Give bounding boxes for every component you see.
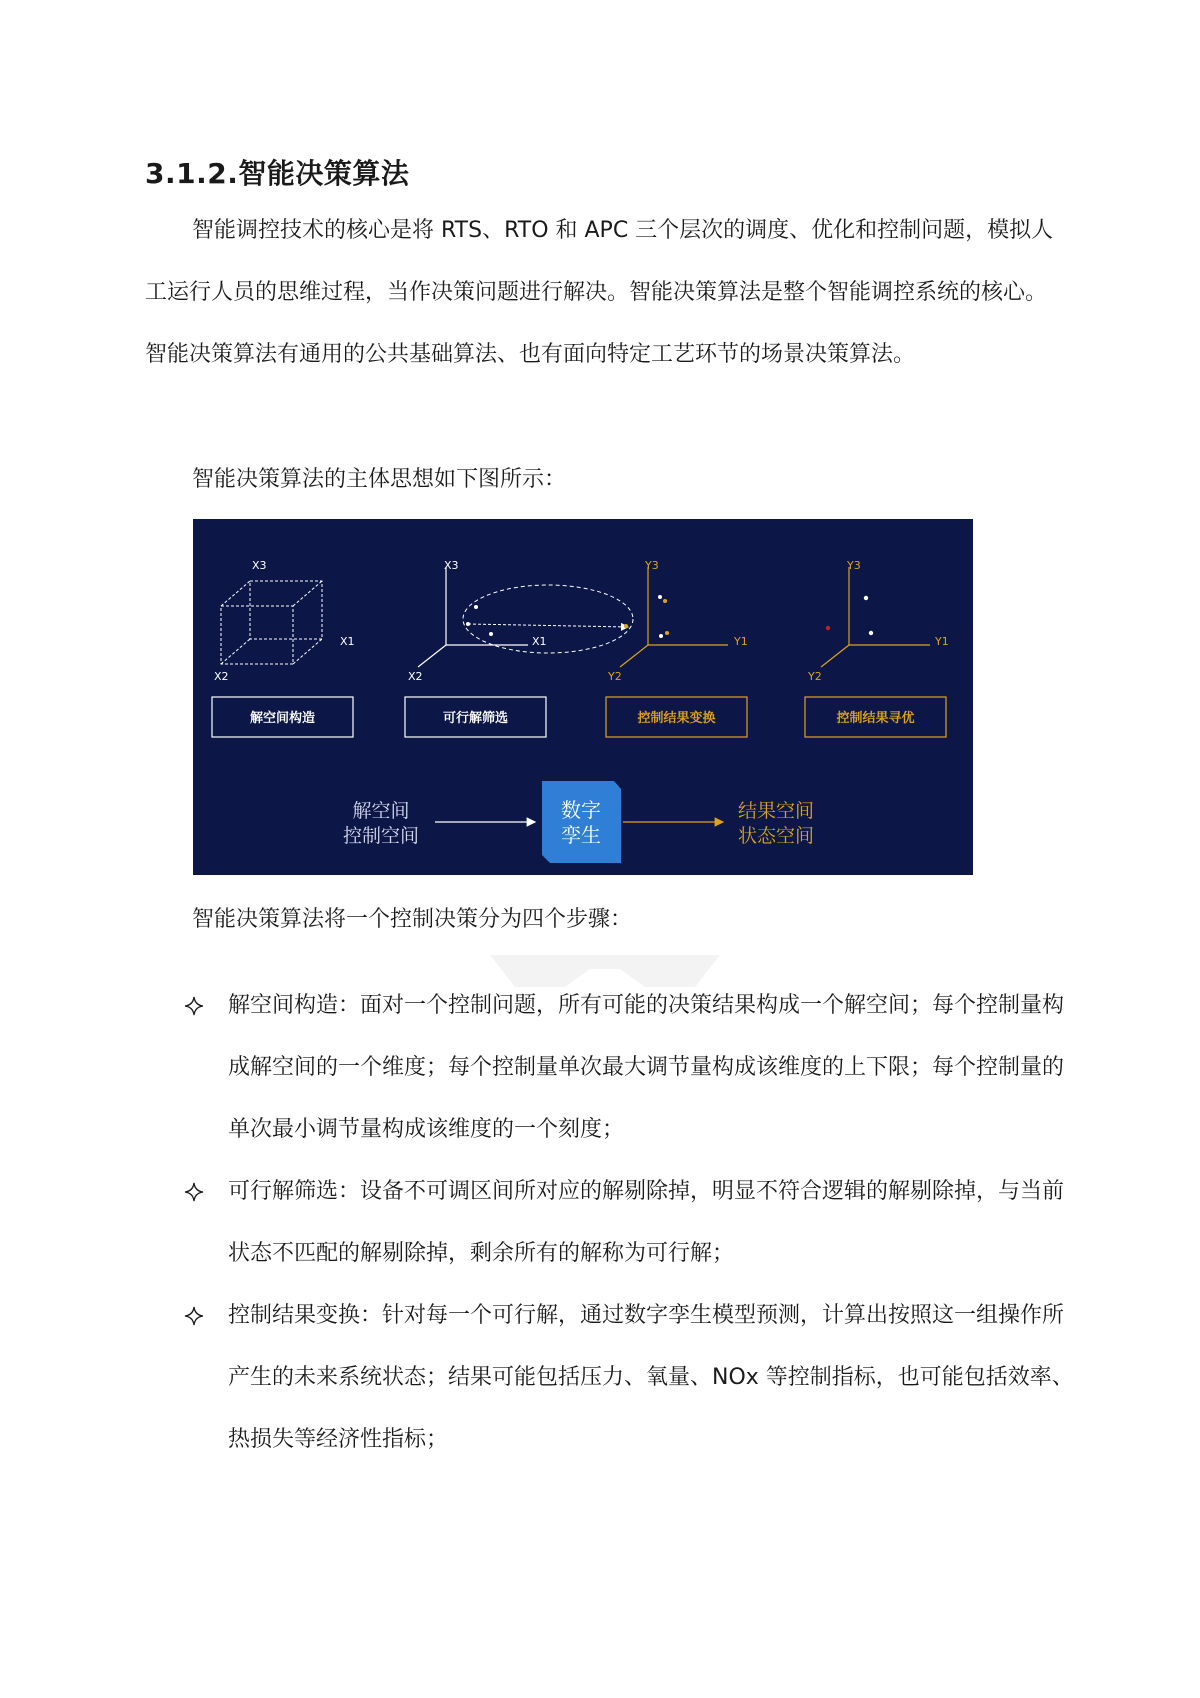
digital-twin-line1: 数字 xyxy=(561,798,601,822)
intro-paragraph: 智能调控技术的核心是将 RTS、RTO 和 APC 三个层次的调度、优化和控制问题，模拟人工运行人员的思维过程，当作决策问题进行解决。智能决策算法是整个智能调控系统的核心。智能决策算法有通用的公共基础算法、也有面向特定工艺环节的场景决策算法。 xyxy=(145,218,1054,367)
panel1-axis-x3: X3 xyxy=(252,559,267,572)
step-text: 可行解筛选：设备不可调区间所对应的解剔除掉，明显不符合逻辑的解剔除掉，与当前状态不匹配的解剔除掉，剩余所有的解称为可行解； xyxy=(228,1179,1065,1266)
digital-twin-box xyxy=(542,781,621,863)
result-point xyxy=(665,631,669,635)
optimal-point xyxy=(869,631,873,635)
result-point xyxy=(624,624,628,628)
step-label-result-transform: 控制结果变换 xyxy=(637,711,716,726)
flow-input-line2: 控制空间 xyxy=(342,825,420,847)
panel3-axis-y3: Y3 xyxy=(645,559,659,572)
panel4-axis-y1: Y1 xyxy=(935,635,949,648)
steps-intro: 智能决策算法将一个控制决策分为四个步骤： xyxy=(192,907,633,932)
digital-twin-line2: 孪生 xyxy=(561,823,601,847)
panel1-axis-x1: X1 xyxy=(340,635,355,648)
result-point xyxy=(663,599,667,603)
result-optimization-axes xyxy=(821,567,930,667)
step-text: 解空间构造：面对一个控制问题，所有可能的决策结果构成一个解空间；每个控制量构成解空间的一个维度；每个控制量单次最大调节量构成该维度的上下限；每个控制量的单次最小调节量构成该维度的一个刻度； xyxy=(228,993,1065,1142)
section-title: 智能决策算法 xyxy=(238,157,410,190)
panel1-axis-x2: X2 xyxy=(214,670,229,683)
decision-algorithm-diagram xyxy=(193,519,973,875)
panel4-axis-y3: Y3 xyxy=(847,559,861,572)
list-item xyxy=(180,975,1080,1161)
section-number: 3.1.2. xyxy=(145,157,239,190)
figure-intro: 智能决策算法的主体思想如下图所示： xyxy=(192,467,567,492)
optimal-point-highlight xyxy=(826,626,830,630)
feasible-point xyxy=(489,632,493,636)
result-transform-axes xyxy=(620,567,728,667)
panel3-axis-y1: Y1 xyxy=(734,635,748,648)
steps-list xyxy=(180,975,1080,1471)
panel4-axis-y2: Y2 xyxy=(808,670,822,683)
list-item xyxy=(180,1285,1080,1471)
feasible-point xyxy=(474,605,478,609)
step-label-solution-space: 解空间构造 xyxy=(249,711,316,726)
solution-space-cube-diagram xyxy=(221,581,322,664)
optimal-point xyxy=(864,596,868,600)
panel2-axis-x1: X1 xyxy=(532,635,547,648)
mapping-ellipse xyxy=(463,585,633,653)
section-heading xyxy=(145,152,409,192)
flow-output-line1: 结果空间 xyxy=(737,800,815,822)
panel3-axis-y2: Y2 xyxy=(608,670,622,683)
feasible-point xyxy=(466,622,470,626)
flow-output-line2: 状态空间 xyxy=(737,825,815,847)
panel2-axis-x2: X2 xyxy=(408,670,423,683)
result-point xyxy=(658,595,662,599)
flow-input-line1: 解空间 xyxy=(352,800,410,822)
result-point xyxy=(659,634,663,638)
step-label-result-optimization: 控制结果寻优 xyxy=(836,711,915,726)
panel2-axis-x3: X3 xyxy=(444,559,459,572)
list-item xyxy=(180,1161,1080,1285)
feasible-axes xyxy=(418,567,528,667)
step-label-feasible: 可行解筛选 xyxy=(442,711,509,726)
four-point-star-icon xyxy=(184,996,204,1016)
four-point-star-icon xyxy=(184,1182,204,1202)
mapping-arrow xyxy=(468,624,628,627)
step-text: 控制结果变换：针对每一个可行解，通过数字孪生模型预测，计算出按照这一组操作所产生的未来系统状态；结果可能包括压力、氧量、NOx 等控制指标，也可能包括效率、热损失等经济性指标； xyxy=(228,1303,1074,1452)
four-point-star-icon xyxy=(184,1306,204,1326)
